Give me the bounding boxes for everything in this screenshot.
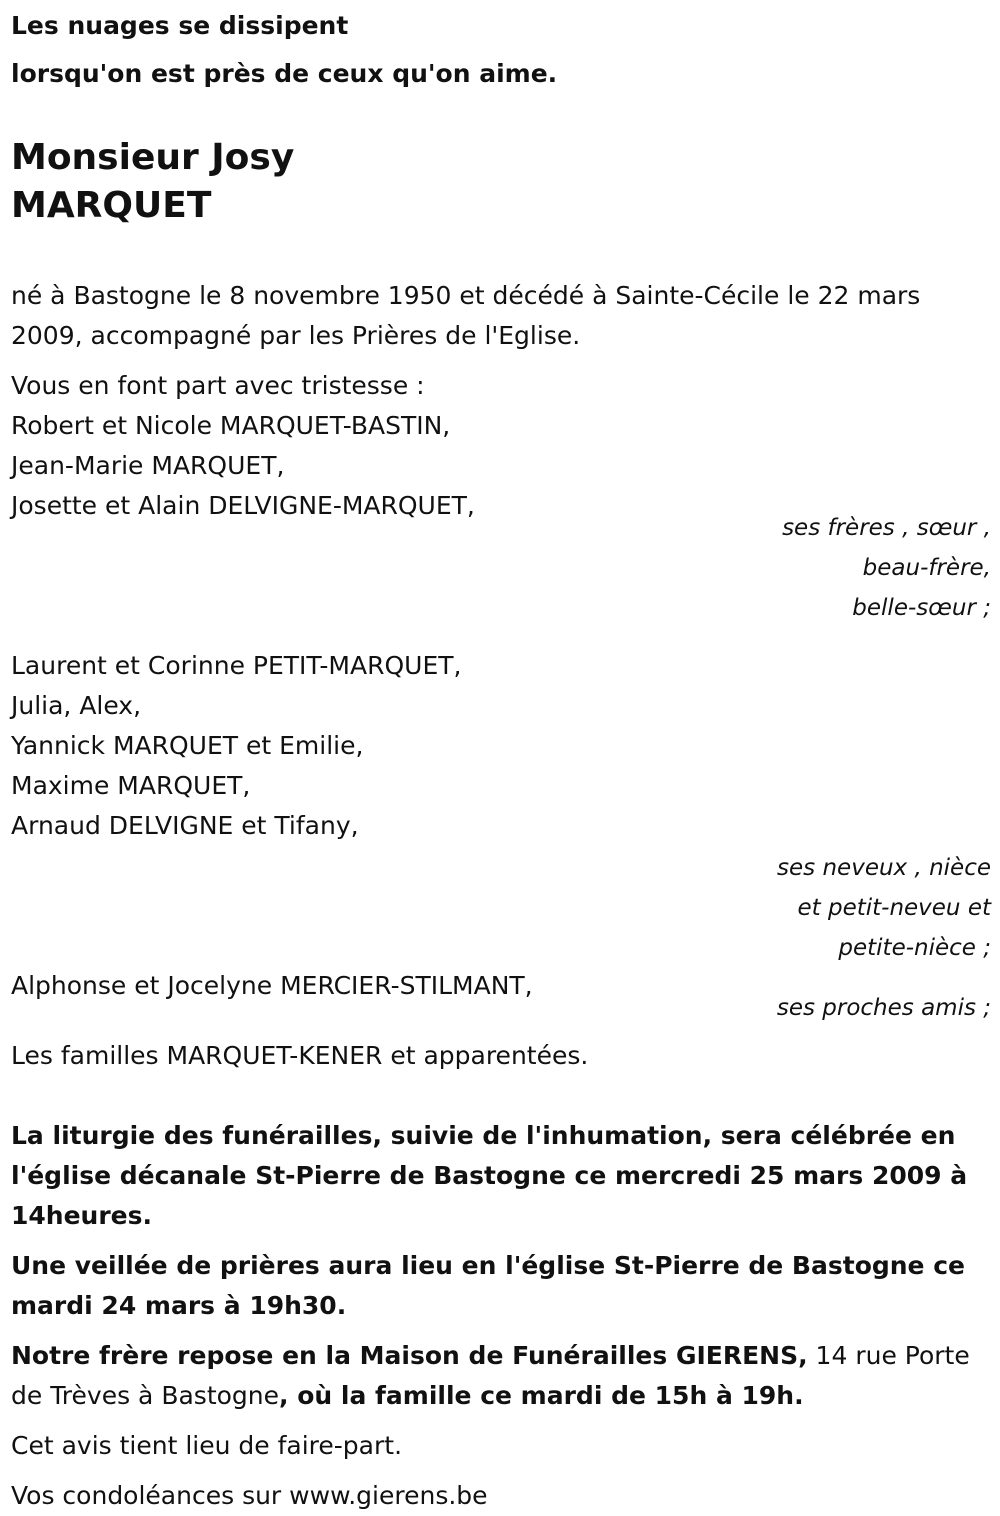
quote bbox=[11, 2, 991, 98]
rest-address-2: de Trèves à Bastogne bbox=[11, 1381, 280, 1410]
quote-line-2: lorsqu'on est près de ceux qu'on aime. bbox=[11, 59, 558, 88]
condolences-text: Vos condoléances sur bbox=[11, 1481, 290, 1510]
funeral-info bbox=[11, 1116, 991, 1236]
siblings-relation: ses frères , sœur , bbox=[782, 515, 991, 541]
obituary-document bbox=[11, 0, 991, 1516]
deceased-last-name: MARQUET bbox=[11, 185, 212, 226]
rest-info bbox=[11, 1336, 991, 1416]
siblings-relation: beau-frère, bbox=[862, 555, 991, 581]
friend-name: Alphonse et Jocelyne MERCIER-STILMANT, bbox=[11, 971, 533, 1000]
friends-group bbox=[11, 966, 991, 1028]
nephew-name: Maxime MARQUET, bbox=[11, 771, 251, 800]
sibling-name: Josette et Alain DELVIGNE-MARQUET, bbox=[11, 491, 475, 520]
announce-text: Vous en font part avec tristesse : bbox=[11, 371, 425, 400]
notice-text: Cet avis tient lieu de faire-part. bbox=[11, 1431, 403, 1460]
vigil-line-2: mardi 24 mars à 19h30. bbox=[11, 1291, 347, 1320]
vigil-info bbox=[11, 1246, 991, 1326]
condolences-link[interactable]: www.gierens.be bbox=[289, 1481, 488, 1510]
nephews-group bbox=[11, 646, 991, 968]
nephews-relation: ses neveux , nièce bbox=[777, 855, 991, 881]
families-text: Les familles MARQUET-KENER et apparentées. bbox=[11, 1041, 589, 1070]
funeral-line-2: l'église décanale St-Pierre de Bastogne ce mercredi 25 mars 2009 à bbox=[11, 1161, 968, 1190]
nephews-relation: et petit-neveu et bbox=[797, 895, 991, 921]
funeral-line-3: 14heures. bbox=[11, 1201, 153, 1230]
birth-line-1: né à Bastogne le 8 novembre 1950 et décédé à Sainte-Cécile le 22 mars bbox=[11, 281, 921, 310]
deceased-name bbox=[11, 134, 991, 230]
nephews-relation: petite-nièce ; bbox=[838, 935, 991, 961]
condolences bbox=[11, 1476, 991, 1516]
birth-death-info bbox=[11, 276, 991, 356]
funeral-line-1: La liturgie des funérailles, suivie de l'inhumation, sera célébrée en bbox=[11, 1121, 956, 1150]
vigil-line-1: Une veillée de prières aura lieu en l'église St-Pierre de Bastogne ce bbox=[11, 1251, 965, 1280]
nephew-name: Arnaud DELVIGNE et Tifany, bbox=[11, 811, 359, 840]
siblings-relation: belle-sœur ; bbox=[852, 595, 991, 621]
rest-address-1: 14 rue Porte bbox=[807, 1341, 970, 1370]
nephew-name: Yannick MARQUET et Emilie, bbox=[11, 731, 364, 760]
rest-bold-1: Notre frère repose en la Maison de Funérailles GIERENS, bbox=[11, 1341, 808, 1370]
quote-line-1: Les nuages se dissipent bbox=[11, 11, 349, 40]
siblings-group bbox=[11, 406, 991, 628]
nephew-name: Julia, Alex, bbox=[11, 691, 142, 720]
nephew-name: Laurent et Corinne PETIT-MARQUET, bbox=[11, 651, 462, 680]
friends-relation: ses proches amis ; bbox=[776, 995, 991, 1021]
birth-line-2: 2009, accompagné par les Prières de l'Eglise. bbox=[11, 321, 581, 350]
sibling-name: Robert et Nicole MARQUET-BASTIN, bbox=[11, 411, 451, 440]
rest-bold-2: , où la famille ce mardi de 15h à 19h. bbox=[279, 1381, 804, 1410]
deceased-first-name: Monsieur Josy bbox=[11, 137, 295, 178]
sibling-name: Jean-Marie MARQUET, bbox=[11, 451, 285, 480]
